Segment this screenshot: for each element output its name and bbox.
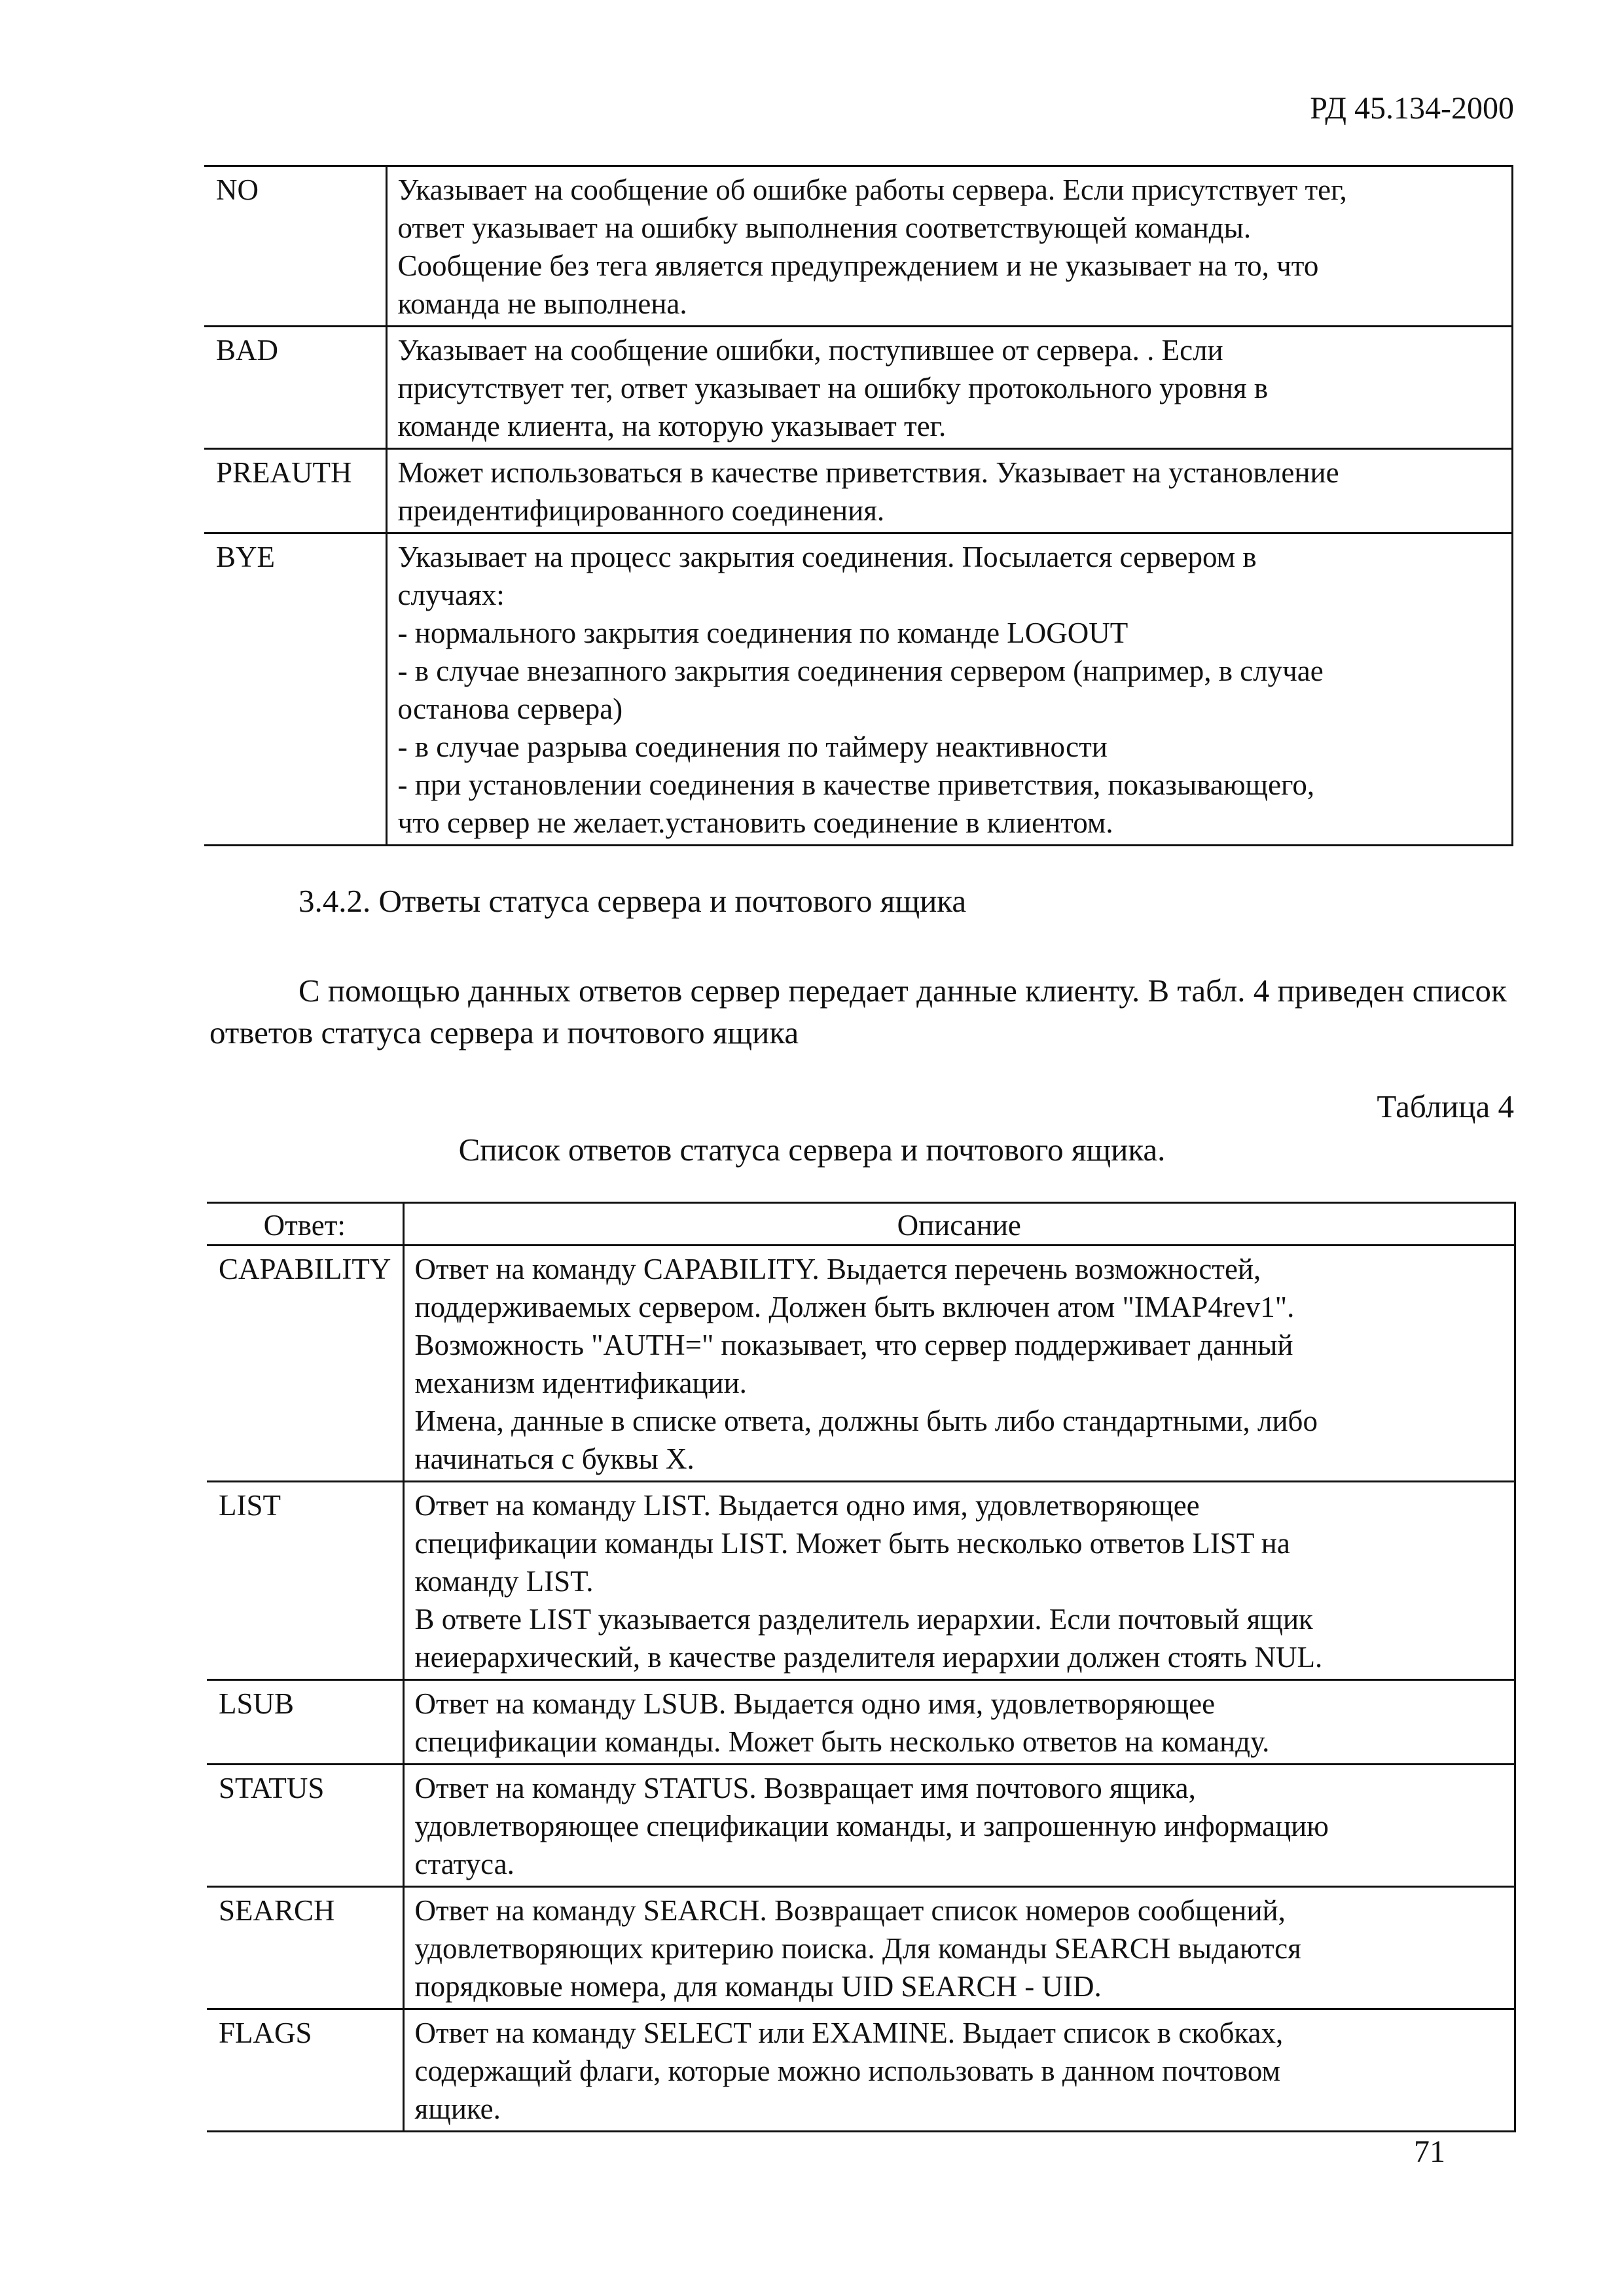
- response-description: [403, 1887, 1515, 2009]
- response-description: [403, 1246, 1515, 1482]
- description-line: удовлетворяющих критерию поиска. Для команды SEARCH выдаются: [414, 1932, 1301, 1965]
- response-code: CAPABILITY: [207, 1246, 403, 1482]
- response-description: [386, 533, 1513, 846]
- description-line: Ответ на команду CAPABILITY. Выдается перечень возможностей,: [414, 1253, 1261, 1285]
- response-description: [403, 2009, 1515, 2132]
- description-line: команду LIST.: [414, 1565, 594, 1598]
- description-line: команде клиента, на которую указывает тег.: [397, 410, 947, 442]
- description-line: Ответ на команду LIST. Выдается одно имя, удовлетворяющее: [414, 1489, 1200, 1522]
- description-line: механизм идентификации.: [414, 1367, 747, 1399]
- response-description: [386, 166, 1513, 327]
- table-row: [207, 1246, 1515, 1482]
- table-row: [204, 166, 1513, 327]
- description-line: останова сервера): [397, 692, 623, 725]
- table-row: [207, 1887, 1515, 2009]
- description-line: Ответ на команду LSUB. Выдается одно имя, удовлетворяющее: [414, 1687, 1216, 1720]
- description-line: что сервер не желает.установить соединение в клиентом.: [397, 806, 1113, 839]
- description-line: команда не выполнена.: [397, 287, 687, 320]
- description-line: спецификации команды LIST. Может быть несколько ответов LIST на: [414, 1527, 1290, 1560]
- description-line: Указывает на сообщение ошибки, поступившее от сервера. . Если: [397, 334, 1223, 367]
- header-description: Описание: [403, 1203, 1515, 1246]
- response-code: PREAUTH: [204, 449, 386, 533]
- response-code: LIST: [207, 1482, 403, 1680]
- intro-paragraph: С помощью данных ответов сервер передает данные клиенту. В табл. 4 приведен список ответов статуса сервера и почтового ящика: [209, 973, 1507, 1050]
- description-line: - в случае разрыва соединения по таймеру неактивности: [397, 730, 1108, 763]
- table-label: Таблица 4: [1377, 1088, 1514, 1124]
- description-line: неиерархический, в качестве разделителя иерархии должен стоять NUL.: [414, 1641, 1323, 1674]
- response-code: NO: [204, 166, 386, 327]
- page-number: 71: [1414, 2134, 1445, 2169]
- table-row: [207, 2009, 1515, 2132]
- response-code: FLAGS: [207, 2009, 403, 2132]
- description-line: Указывает на сообщение об ошибке работы сервера. Если присутствует тег,: [397, 173, 1347, 206]
- description-line: ответ указывает на ошибку выполнения соответствующей команды.: [397, 211, 1252, 244]
- table-row: [204, 449, 1513, 533]
- description-line: содержащий флаги, которые можно использовать в данном почтовом: [414, 2054, 1280, 2087]
- description-line: В ответе LIST указывается разделитель иерархии. Если почтовый ящик: [414, 1603, 1313, 1636]
- status-responses-table: [207, 1202, 1516, 2132]
- response-code: STATUS: [207, 1765, 403, 1887]
- description-line: преидентифицированного соединения.: [397, 494, 885, 527]
- response-description: [386, 327, 1513, 449]
- description-line: Ответ на команду STATUS. Возвращает имя почтового ящика,: [414, 1772, 1196, 1804]
- description-line: - нормального закрытия соединения по команде LOGOUT: [397, 617, 1128, 649]
- description-line: Ответ на команду SELECT или EXAMINE. Выдает список в скобках,: [414, 2017, 1284, 2049]
- description-line: Имена, данные в списке ответа, должны быть либо стандартными, либо: [414, 1405, 1318, 1437]
- response-code: LSUB: [207, 1680, 403, 1765]
- section-heading: 3.4.2. Ответы статуса сервера и почтового ящика: [298, 883, 967, 919]
- description-line: - при установлении соединения в качестве приветствия, показывающего,: [397, 768, 1315, 801]
- header-response: Ответ:: [207, 1203, 403, 1246]
- description-line: Может использоваться в качестве приветствия. Указывает на установление: [397, 456, 1339, 489]
- description-line: ящике.: [414, 2092, 501, 2125]
- response-description: [403, 1482, 1515, 1680]
- description-line: Возможность "AUTH=" показывает, что сервер поддерживает данный: [414, 1329, 1293, 1361]
- table-row: [207, 1482, 1515, 1680]
- response-code: SEARCH: [207, 1887, 403, 2009]
- description-line: спецификации команды. Может быть несколько ответов на команду.: [414, 1725, 1270, 1758]
- response-description: [386, 449, 1513, 533]
- description-line: - в случае внезапного закрытия соединения сервером (например, в случае: [397, 655, 1324, 687]
- table-row: [207, 1680, 1515, 1765]
- description-line: Сообщение без тега является предупреждением и не указывает на то, что: [397, 249, 1319, 282]
- description-line: начинаться с буквы X.: [414, 1443, 695, 1475]
- response-code: BAD: [204, 327, 386, 449]
- table-header-row: [207, 1203, 1515, 1246]
- description-line: присутствует тег, ответ указывает на ошибку протокольного уровня в: [397, 372, 1269, 404]
- response-description: [403, 1765, 1515, 1887]
- description-line: удовлетворяющее спецификации команды, и запрошенную информацию: [414, 1810, 1329, 1842]
- description-line: порядковые номера, для команды UID SEARCH - UID.: [414, 1970, 1102, 2003]
- description-line: случаях:: [397, 579, 505, 611]
- description-line: Указывает на процесс закрытия соединения. Посылается сервером в: [397, 541, 1257, 573]
- table-row: [204, 327, 1513, 449]
- description-line: Ответ на команду SEARCH. Возвращает список номеров сообщений,: [414, 1894, 1286, 1927]
- document-code: РД 45.134-2000: [1310, 91, 1514, 126]
- response-table-continued: [204, 165, 1513, 846]
- description-line: статуса.: [414, 1848, 514, 1880]
- response-description: [403, 1680, 1515, 1765]
- response-code: BYE: [204, 533, 386, 846]
- table-caption: Список ответов статуса сервера и почтового ящика.: [458, 1132, 1166, 1168]
- table-row: [207, 1765, 1515, 1887]
- table-row: [204, 533, 1513, 846]
- description-line: поддерживаемых сервером. Должен быть включен атом "IMAP4rev1".: [414, 1291, 1295, 1323]
